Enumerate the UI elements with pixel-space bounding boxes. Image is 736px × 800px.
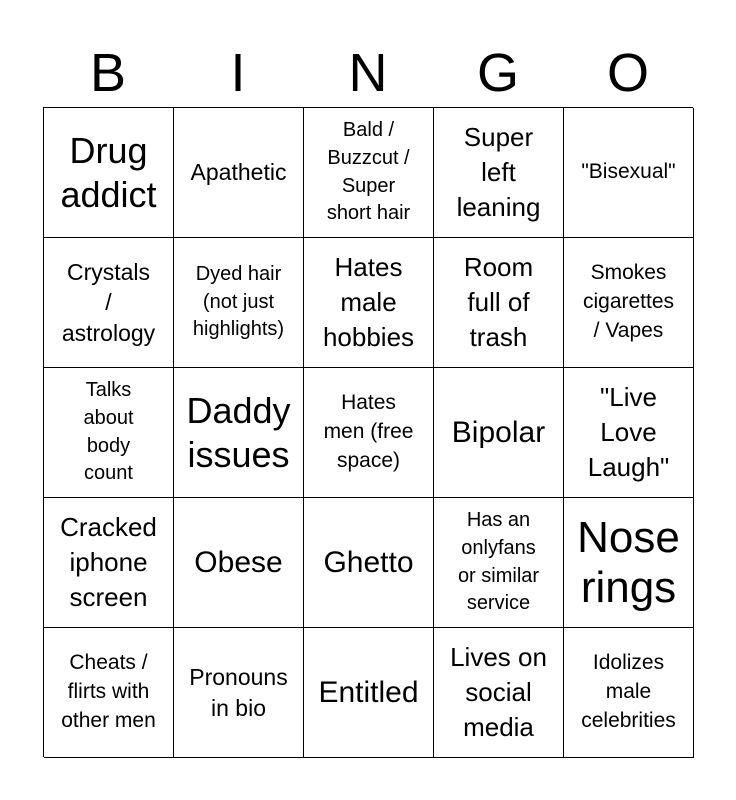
- bingo-cell[interactable]: Entitled: [304, 628, 434, 758]
- bingo-cell[interactable]: Hates male hobbies: [304, 238, 434, 368]
- header-letter-i: I: [230, 43, 246, 103]
- bingo-cell[interactable]: Obese: [174, 498, 304, 628]
- bingo-cell[interactable]: Smokes cigarettes / Vapes: [564, 238, 694, 368]
- header-letter-b: B: [89, 43, 127, 103]
- bingo-cell[interactable]: Lives on social media: [434, 628, 564, 758]
- bingo-board: [43, 107, 693, 757]
- bingo-cell[interactable]: Crystals / astrology: [44, 238, 174, 368]
- bingo-cell[interactable]: Bipolar: [434, 368, 564, 498]
- bingo-cell[interactable]: Pronouns in bio: [174, 628, 304, 758]
- bingo-cell[interactable]: Has an onlyfans or similar service: [434, 498, 564, 628]
- bingo-cell[interactable]: Apathetic: [174, 108, 304, 238]
- bingo-cell[interactable]: Cheats / flirts with other men: [44, 628, 174, 758]
- header-letter-n: N: [348, 43, 388, 103]
- bingo-cell[interactable]: Super left leaning: [434, 108, 564, 238]
- bingo-cell[interactable]: "Live Love Laugh": [564, 368, 694, 498]
- bingo-cell[interactable]: Room full of trash: [434, 238, 564, 368]
- bingo-cell[interactable]: Daddy issues: [174, 368, 304, 498]
- bingo-cell[interactable]: Nose rings: [564, 498, 694, 628]
- bingo-cell[interactable]: Hates men (free space): [304, 368, 434, 498]
- bingo-cell[interactable]: "Bisexual": [564, 108, 694, 238]
- header-letter-g: G: [476, 43, 519, 103]
- bingo-cell[interactable]: Drug addict: [44, 108, 174, 238]
- bingo-cell[interactable]: Ghetto: [304, 498, 434, 628]
- bingo-cell[interactable]: Idolizes male celebrities: [564, 628, 694, 758]
- bingo-header: [43, 40, 693, 106]
- bingo-cell[interactable]: Dyed hair (not just highlights): [174, 238, 304, 368]
- bingo-cell[interactable]: Cracked iphone screen: [44, 498, 174, 628]
- bingo-cell[interactable]: Talks about body count: [44, 368, 174, 498]
- bingo-cell[interactable]: Bald / Buzzcut / Super short hair: [304, 108, 434, 238]
- header-letter-o: O: [606, 43, 649, 103]
